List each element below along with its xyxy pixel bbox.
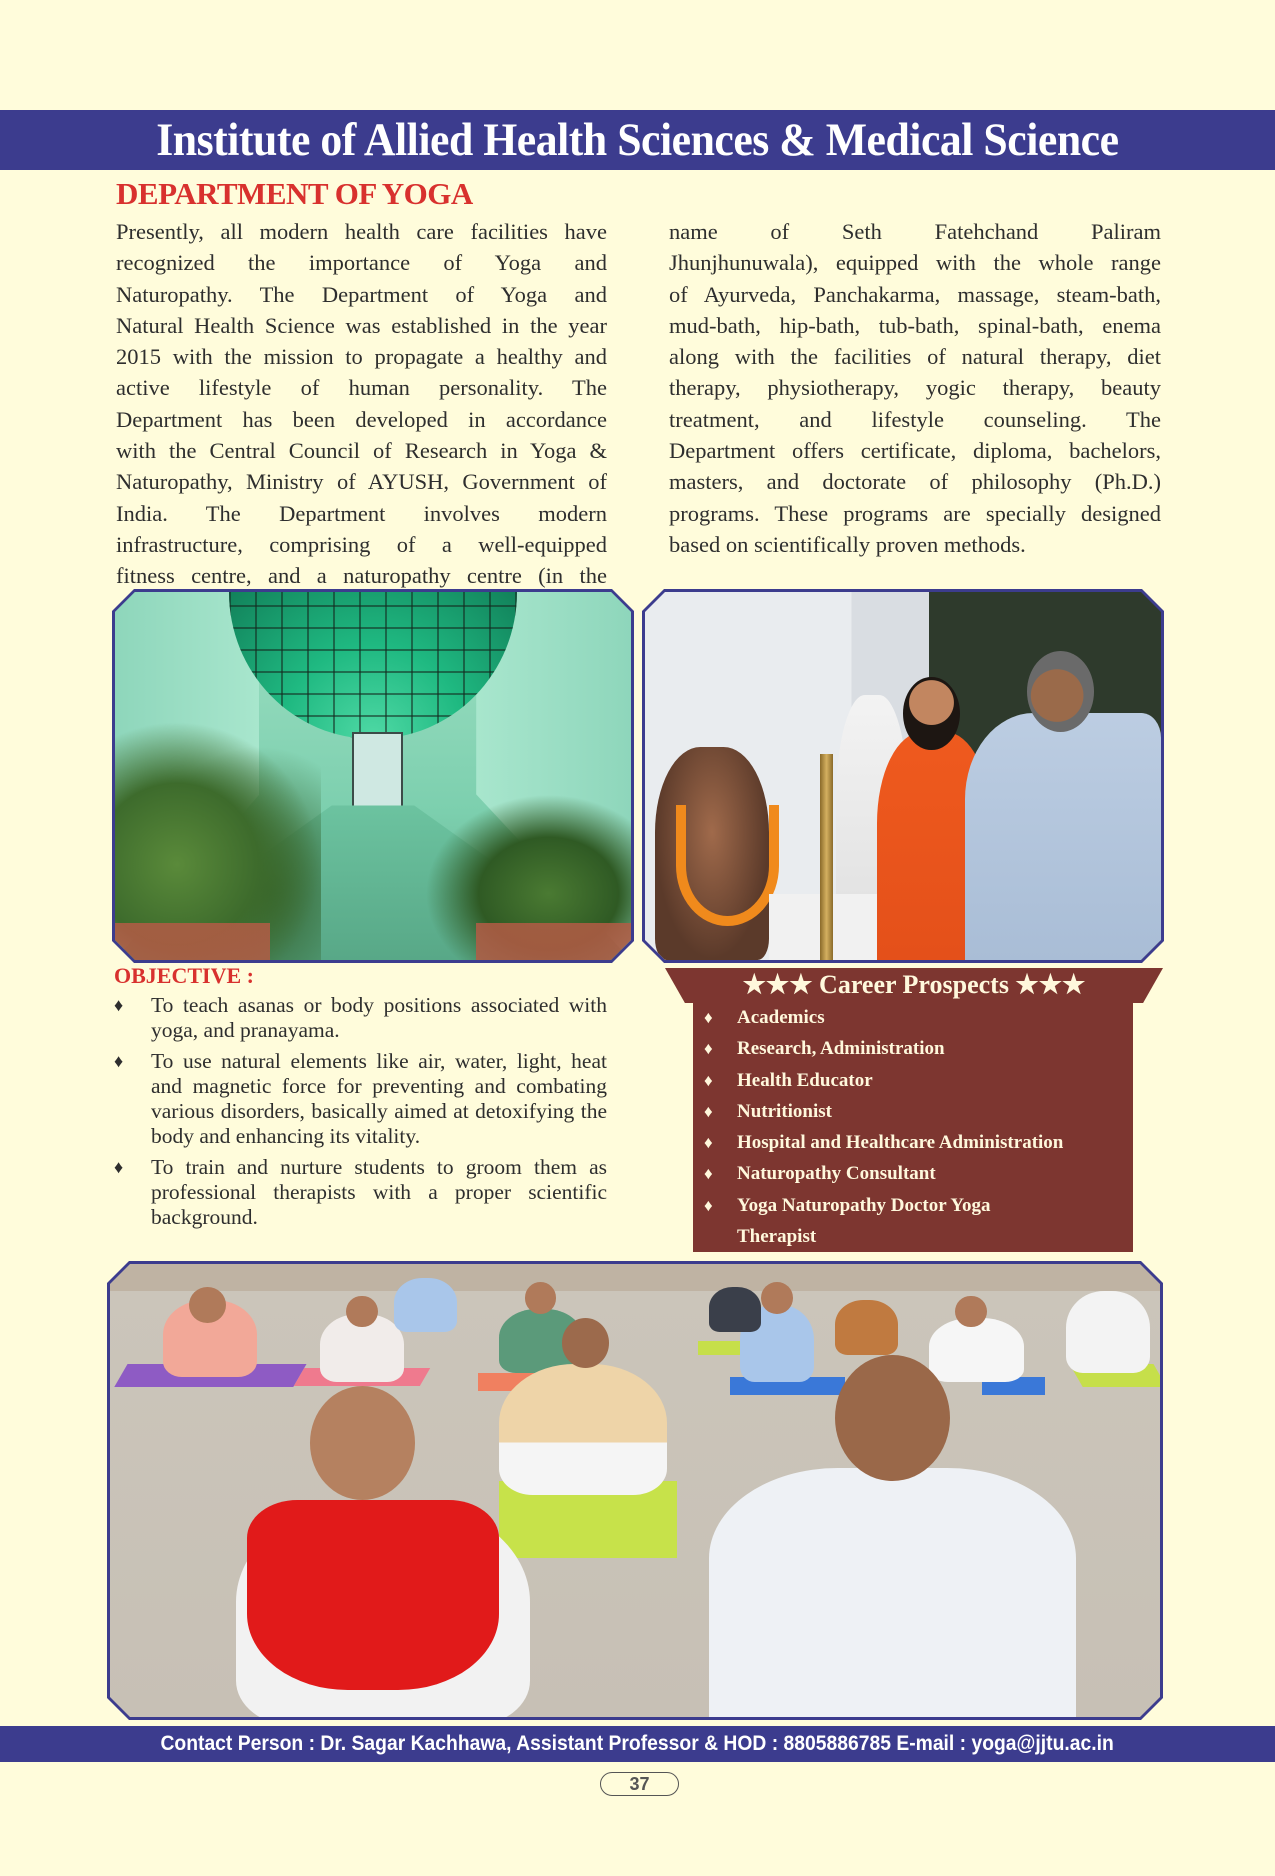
photo-naturopathy-corridor — [112, 589, 634, 963]
intro-line: programs. These programs are specially designed — [669, 500, 1161, 526]
intro-line: recognized the importance of Yoga and — [116, 250, 607, 276]
diamond-bullet-icon: ♦ — [704, 1164, 713, 1184]
page-number: 37 — [600, 1772, 679, 1796]
career-item: ♦ Health Educator — [702, 1065, 1137, 1096]
intro-line: Department has been developed in accordance — [116, 406, 607, 432]
career-title: ★★★ Career Prospects ★★★ — [742, 970, 1086, 999]
objective-item: ♦ To use natural elements like air, water, light, heat and magnetic force for preventing and combating various disorders, basically aimed at detoxifying the body and enhancing its vitality. — [114, 1049, 607, 1148]
objective-list — [114, 993, 607, 1236]
career-item: ♦ Naturopathy Consultant — [702, 1158, 1137, 1189]
group-yoga-image — [110, 1264, 1160, 1717]
diamond-bullet-icon: ♦ — [704, 1101, 713, 1121]
intro-line: India. The Department involves modern — [116, 500, 607, 526]
career-prospects-box — [665, 968, 1163, 1254]
intro-line: along with the facilities of natural therapy, diet — [669, 344, 1161, 370]
intro-column-2 — [669, 216, 1161, 560]
institute-title: Institute of Allied Health Sciences & Medical Science — [156, 114, 1119, 166]
header-banner — [0, 110, 1275, 170]
career-item: ♦ Nutritionist — [702, 1096, 1137, 1127]
corridor-image — [115, 592, 631, 960]
diamond-bullet-icon: ♦ — [704, 1195, 713, 1215]
intro-line: fitness centre, and a naturopathy centre (in the — [116, 563, 607, 589]
objective-item: ♦ To teach asanas or body positions associated with yoga, and pranayama. — [114, 993, 607, 1042]
diamond-bullet-icon: ♦ — [114, 1051, 124, 1071]
diamond-bullet-icon: ♦ — [114, 1157, 124, 1177]
career-item: ♦ Yoga Naturopathy Doctor Yoga Therapist — [702, 1190, 1067, 1253]
department-title: DEPARTMENT OF YOGA — [116, 176, 473, 211]
diamond-bullet-icon: ♦ — [704, 1133, 713, 1153]
intro-line: Natural Health Science was established in the year — [116, 312, 607, 338]
intro-line: of Ayurveda, Panchakarma, massage, steam-bath, — [669, 281, 1161, 307]
intro-line: active lifestyle of human personality. The — [116, 375, 607, 401]
career-item: ♦ Hospital and Healthcare Administration — [702, 1127, 1137, 1158]
photo-group-yoga — [107, 1261, 1163, 1720]
intro-line: Department offers certificate, diploma, bachelors, — [669, 438, 1161, 464]
diamond-bullet-icon: ♦ — [114, 995, 124, 1015]
intro-line: Naturopathy. The Department of Yoga and — [116, 281, 607, 307]
intro-line: therapy, physiotherapy, yogic therapy, beauty — [669, 375, 1161, 401]
career-item: ♦ Academics — [702, 1002, 1137, 1033]
intro-line: 2015 with the mission to propagate a healthy and — [116, 344, 607, 370]
diamond-bullet-icon: ♦ — [704, 1070, 713, 1090]
objective-item: ♦ To train and nurture students to groom them as professional therapists with a proper scientific background. — [114, 1155, 607, 1229]
contact-person-info: Contact Person : Dr. Sagar Kachhawa, Assistant Professor & HOD : 8805886785 E-mail : yoga@jjtu.ac.in — [160, 1732, 1115, 1755]
intro-line: with the Central Council of Research in Yoga & — [116, 438, 607, 464]
intro-line: Presently, all modern health care facilities have — [116, 219, 607, 244]
diamond-bullet-icon: ♦ — [704, 1008, 713, 1027]
intro-line: treatment, and lifestyle counseling. The — [669, 406, 1161, 432]
career-list — [702, 1002, 1137, 1252]
intro-line: Naturopathy, Ministry of AYUSH, Government of — [116, 469, 607, 495]
intro-line: infrastructure, comprising of a well-equipped — [116, 531, 607, 557]
diamond-bullet-icon: ♦ — [704, 1039, 713, 1059]
intro-line: based on scientifically proven methods. — [669, 531, 1026, 557]
intro-line: masters, and doctorate of philosophy (Ph.D.) — [669, 469, 1161, 495]
photo-lamp-lighting — [642, 589, 1164, 963]
objective-heading: OBJECTIVE : — [114, 963, 254, 988]
intro-line: name of Seth Fatehchand Paliram — [669, 219, 1161, 244]
contact-bar — [0, 1726, 1275, 1762]
lamp-lighting-image — [645, 592, 1161, 960]
intro-line: mud-bath, hip-bath, tub-bath, spinal-bath, enema — [669, 312, 1161, 338]
career-item: ♦ Research, Administration — [702, 1033, 1137, 1064]
intro-line: Jhunjhunuwala), equipped with the whole range — [669, 250, 1161, 276]
intro-column-1 — [116, 216, 607, 592]
